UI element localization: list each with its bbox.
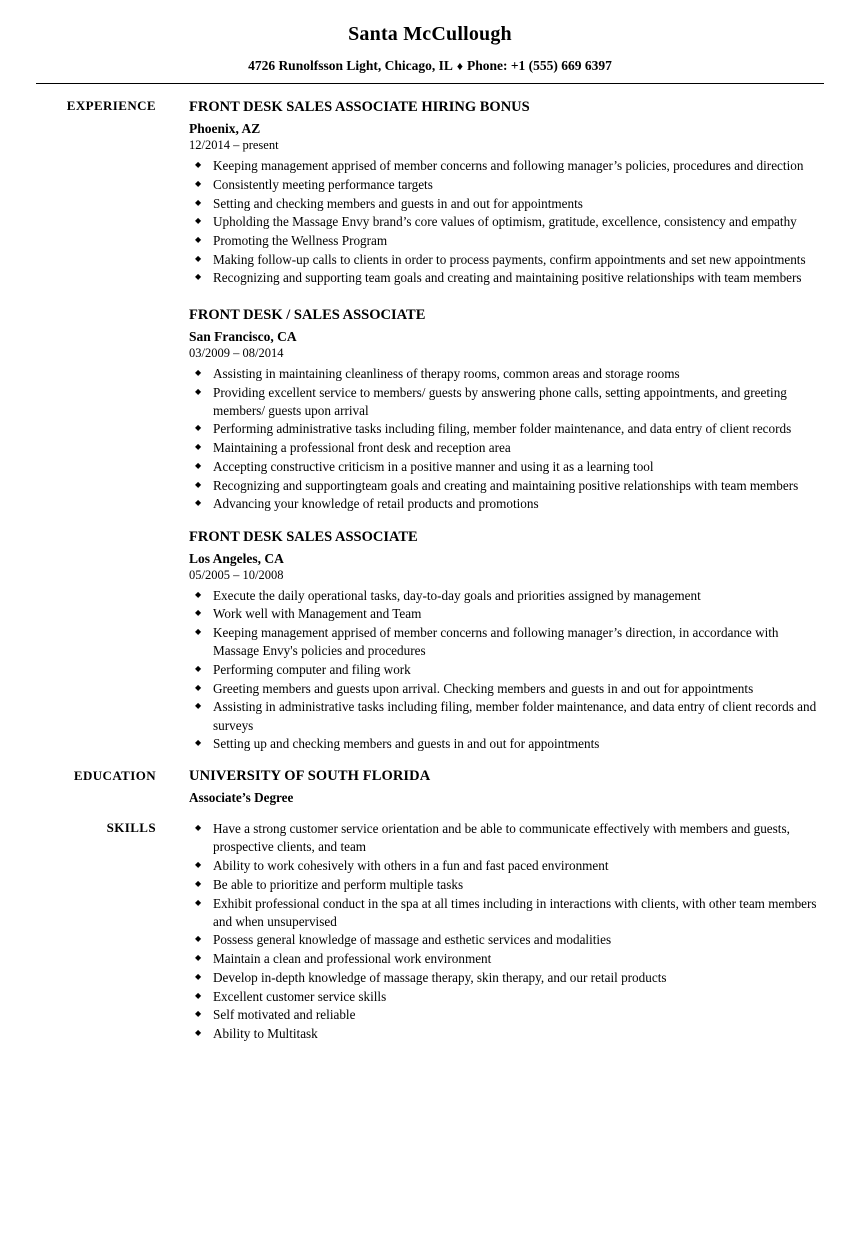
- section-experience: [36, 84, 824, 754]
- job-bullets: [189, 157, 824, 288]
- list-item: ◆ Upholding the Massage Envy brand’s core values of optimism, gratitude, excellence, consistency and empathy: [189, 213, 824, 231]
- experience-item: [189, 306, 824, 514]
- job-dates: 05/2005 – 10/2008: [189, 567, 284, 582]
- list-item: ◆ Ability to work cohesively with others in a fun and fast paced environment: [189, 857, 824, 875]
- job-title: FRONT DESK SALES ASSOCIATE: [189, 528, 418, 545]
- resume-body: [0, 84, 860, 1044]
- experience-content: [156, 84, 824, 754]
- section-label-experience: EXPERIENCE: [66, 98, 156, 113]
- job-bullets: [189, 365, 824, 514]
- job-title: FRONT DESK / SALES ASSOCIATE: [189, 306, 426, 323]
- skills-content: [156, 806, 824, 1044]
- list-item: ◆ Greeting members and guests upon arrival. Checking members and guests in and out for appointments: [189, 680, 824, 698]
- list-item: ◆ Performing computer and filing work: [189, 661, 824, 679]
- list-item: ◆ Work well with Management and Team: [189, 605, 824, 623]
- contact-phone: Phone: +1 (555) 669 6397: [466, 58, 612, 73]
- list-item: ◆ Maintaining a professional front desk and reception area: [189, 439, 824, 457]
- list-item: ◆ Assisting in administrative tasks including filing, member folder maintenance, and data entry of client records and surveys: [189, 698, 824, 734]
- list-item: ◆ Performing administrative tasks including filing, member folder maintenance, and data entry of client records: [189, 420, 824, 438]
- list-item: ◆ Making follow-up calls to clients in order to process payments, confirm appointments and set new appointments: [189, 251, 824, 269]
- contact-line: [0, 58, 860, 74]
- section-skills: [36, 806, 824, 1044]
- experience-item: [189, 98, 824, 288]
- list-item: ◆ Consistently meeting performance targets: [189, 176, 824, 194]
- list-item: ◆ Be able to prioritize and perform multiple tasks: [189, 876, 824, 894]
- list-item: ◆ Setting up and checking members and guests in and out for appointments: [189, 735, 824, 753]
- contact-address: 4726 Runolfsson Light, Chicago, IL: [248, 58, 453, 73]
- section-education: [36, 754, 824, 806]
- list-item: ◆ Recognizing and supportingteam goals and creating and maintaining positive relationships with team members: [189, 477, 824, 495]
- section-label-skills: SKILLS: [106, 820, 156, 836]
- list-item: ◆ Recognizing and supporting team goals and creating and maintaining positive relationships with team members: [189, 269, 824, 287]
- education-school: UNIVERSITY OF SOUTH FLORIDA: [189, 768, 431, 785]
- list-item: ◆ Possess general knowledge of massage and esthetic services and modalities: [189, 931, 824, 949]
- job-dates: 12/2014 – present: [189, 138, 279, 153]
- resume-header: [0, 0, 860, 74]
- education-degree: Associate’s Degree: [189, 790, 294, 806]
- list-item: ◆ Accepting constructive criticism in a positive manner and using it as a learning tool: [189, 458, 824, 476]
- diamond-separator-icon: ♦: [456, 59, 463, 73]
- list-item: ◆ Providing excellent service to members/ guests by answering phone calls, setting appointments, and greeting members/ guests upon arrival: [189, 384, 824, 420]
- list-item: ◆ Ability to Multitask: [189, 1025, 824, 1043]
- education-content: [156, 754, 824, 806]
- list-item: ◆ Execute the daily operational tasks, day-to-day goals and priorities assigned by management: [189, 587, 824, 605]
- candidate-name: Santa McCullough: [348, 23, 512, 45]
- list-item: ◆ Develop in-depth knowledge of massage therapy, skin therapy, and our retail products: [189, 969, 824, 987]
- list-item: ◆ Keeping management apprised of member concerns and following manager’s direction, in accordance with Massage Envy's policies and procedures: [189, 624, 824, 660]
- list-item: ◆ Have a strong customer service orientation and be able to communicate effectively with members and guests, prospective clients, and team: [189, 820, 824, 856]
- job-location: Phoenix, AZ: [189, 121, 261, 137]
- job-location: San Francisco, CA: [189, 328, 297, 344]
- experience-item: [189, 528, 824, 754]
- list-item: ◆ Setting and checking members and guests in and out for appointments: [189, 195, 824, 213]
- list-item: ◆ Keeping management apprised of member concerns and following manager’s policies, procedures and direction: [189, 157, 824, 175]
- skills-bullets: [189, 820, 824, 1043]
- job-dates: 03/2009 – 08/2014: [189, 345, 284, 360]
- job-location: Los Angeles, CA: [189, 550, 284, 566]
- list-item: ◆ Promoting the Wellness Program: [189, 232, 824, 250]
- job-title: FRONT DESK SALES ASSOCIATE HIRING BONUS: [189, 99, 530, 115]
- job-bullets: [189, 587, 824, 754]
- section-label-education: EDUCATION: [73, 768, 156, 784]
- list-item: ◆ Exhibit professional conduct in the spa at all times including in interactions with clients, with other team members and when unsupervised: [189, 895, 824, 931]
- list-item: ◆ Assisting in maintaining cleanliness of therapy rooms, common areas and storage rooms: [189, 365, 824, 383]
- list-item: ◆ Maintain a clean and professional work environment: [189, 950, 824, 968]
- list-item: ◆ Self motivated and reliable: [189, 1006, 824, 1024]
- list-item: ◆ Advancing your knowledge of retail products and promotions: [189, 495, 824, 513]
- list-item: ◆ Excellent customer service skills: [189, 988, 824, 1006]
